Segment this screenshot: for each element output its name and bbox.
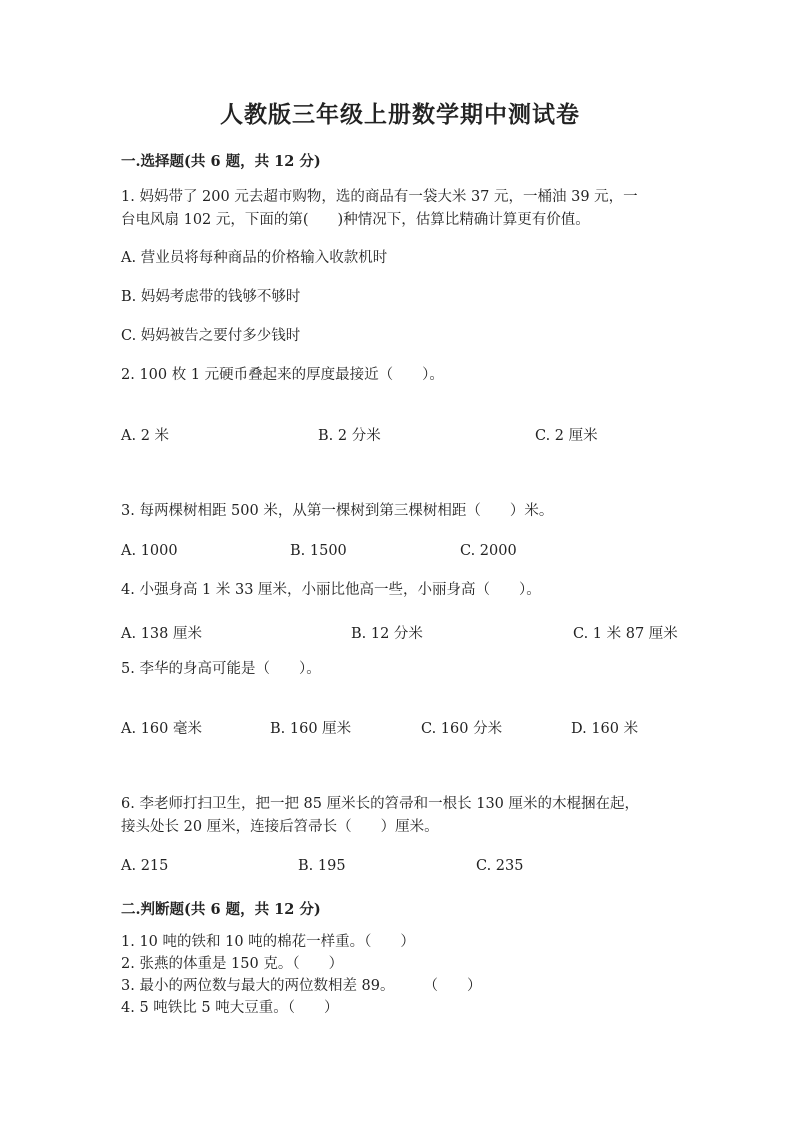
question-6-option-c: C. 235: [476, 858, 524, 874]
judgement-item-3: 3. 最小的两位数与最大的两位数相差 89。 （ ）: [121, 978, 482, 994]
question-5-text: 5. 李华的身高可能是（ ）。: [121, 661, 321, 677]
question-4-option-b: B. 12 分米: [351, 626, 423, 642]
question-2-option-a: A. 2 米: [121, 428, 170, 444]
question-6-option-a: A. 215: [121, 858, 169, 874]
question-4-option-a: A. 138 厘米: [121, 626, 202, 642]
judgement-item-1: 1. 10 吨的铁和 10 吨的棉花一样重。（ ）: [121, 934, 415, 950]
question-3-option-a: A. 1000: [121, 543, 178, 559]
judgement-item-2: 2. 张燕的体重是 150 克。（ ）: [121, 956, 344, 972]
page-title: 人教版三年级上册数学期中测试卷: [220, 101, 580, 128]
question-5-option-a: A. 160 毫米: [121, 721, 202, 737]
question-5-option-b: B. 160 厘米: [270, 721, 352, 737]
question-6-option-b: B. 195: [298, 858, 346, 874]
question-1-line-1: 1. 妈妈带了 200 元去超市购物，选的商品有一袋大米 37 元，一桶油 39 元，一: [121, 189, 638, 205]
question-3-option-c: C. 2000: [460, 543, 517, 559]
judgement-item-4: 4. 5 吨铁比 5 吨大豆重。（ ）: [121, 1000, 339, 1016]
section-heading-judgement: 二.判断题(共 6 题，共 12 分): [121, 901, 321, 918]
question-4-text: 4. 小强身高 1 米 33 厘米，小丽比他高一些，小丽身高（ ）。: [121, 582, 541, 598]
question-6-line-2: 接头处长 20 厘米，连接后笤帚长（ ）厘米。: [121, 819, 439, 835]
section-heading-choice: 一.选择题(共 6 题，共 12 分): [121, 153, 321, 170]
question-1-option-c: C. 妈妈被告之要付多少钱时: [121, 328, 301, 344]
question-3-text: 3. 每两棵树相距 500 米，从第一棵树到第三棵树相距（ ）米。: [121, 503, 554, 519]
question-2-option-b: B. 2 分米: [318, 428, 381, 444]
question-1-option-b: B. 妈妈考虑带的钱够不够时: [121, 289, 301, 305]
question-5-option-c: C. 160 分米: [421, 721, 503, 737]
question-5-option-d: D. 160 米: [571, 721, 639, 737]
question-6-line-1: 6. 李老师打扫卫生，把一把 85 厘米长的笤帚和一根长 130 厘米的木棍捆在起，: [121, 796, 640, 812]
question-2-option-c: C. 2 厘米: [535, 428, 598, 444]
question-2-text: 2. 100 枚 1 元硬币叠起来的厚度最接近（ ）。: [121, 367, 444, 383]
question-1-option-a: A. 营业员将每种商品的价格输入收款机时: [121, 250, 388, 266]
question-4-option-c: C. 1 米 87 厘米: [573, 626, 678, 642]
question-3-option-b: B. 1500: [290, 543, 347, 559]
question-1-line-2: 台电风扇 102 元，下面的第( )种情况下，估算比精确计算更有价值。: [121, 212, 590, 228]
